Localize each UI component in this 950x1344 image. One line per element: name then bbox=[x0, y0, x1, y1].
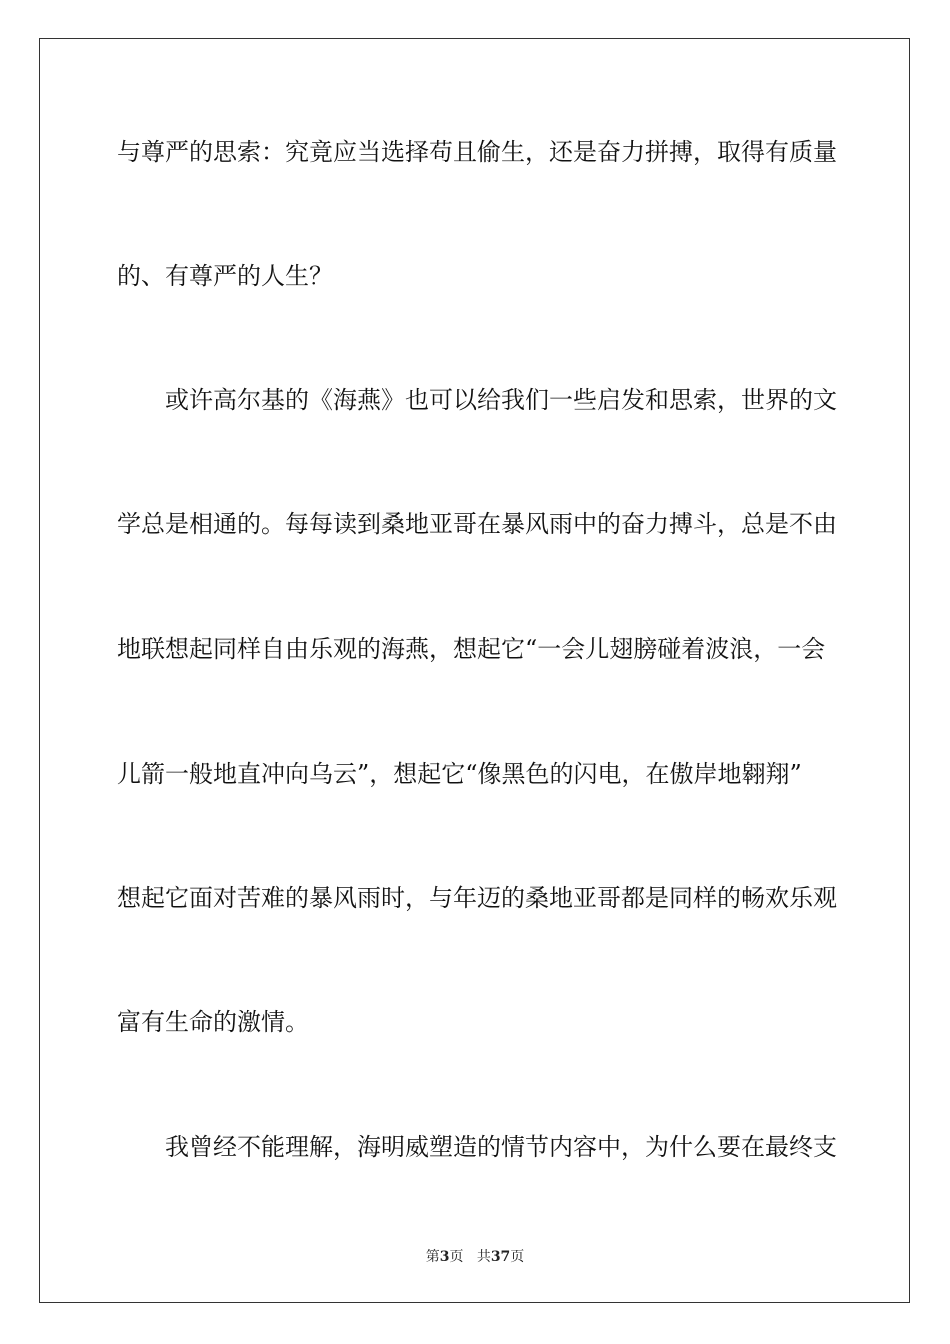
body-line-6: 儿箭一般地直冲向乌云”，想起它“像黑色的闪电，在傲岸地翱翔” bbox=[117, 760, 802, 788]
body-line-3: 或许高尔基的《海燕》也可以给我们一些启发和思索，世界的文 bbox=[165, 386, 837, 414]
body-line-9: 我曾经不能理解，海明威塑造的情节内容中，为什么要在最终支 bbox=[165, 1133, 837, 1161]
page-suffix: 页 bbox=[449, 1249, 464, 1265]
body-line-4: 学总是相通的。每每读到桑地亚哥在暴风雨中的奋力搏斗，总是不由 bbox=[117, 510, 837, 538]
body-line-7: 想起它面对苦难的暴风雨时，与年迈的桑地亚哥都是同样的畅欢乐观 bbox=[117, 884, 837, 912]
body-line-2: 的、有尊严的人生？ bbox=[117, 262, 333, 290]
body-line-8: 富有生命的激情。 bbox=[117, 1008, 309, 1036]
page-prefix: 第 bbox=[425, 1249, 440, 1265]
total-prefix: 共 bbox=[476, 1249, 491, 1265]
body-line-1: 与尊严的思索：究竟应当选择苟且偷生，还是奋力拼搏，取得有质量 bbox=[117, 138, 837, 166]
total-pages: 37 bbox=[490, 1249, 511, 1265]
page-footer bbox=[0, 1248, 950, 1266]
page-border bbox=[39, 38, 910, 1303]
page-number: 3 bbox=[439, 1249, 450, 1265]
body-line-5: 地联想起同样自由乐观的海燕，想起它“一会儿翅膀碰着波浪，一会 bbox=[117, 635, 826, 663]
total-suffix: 页 bbox=[510, 1249, 525, 1265]
